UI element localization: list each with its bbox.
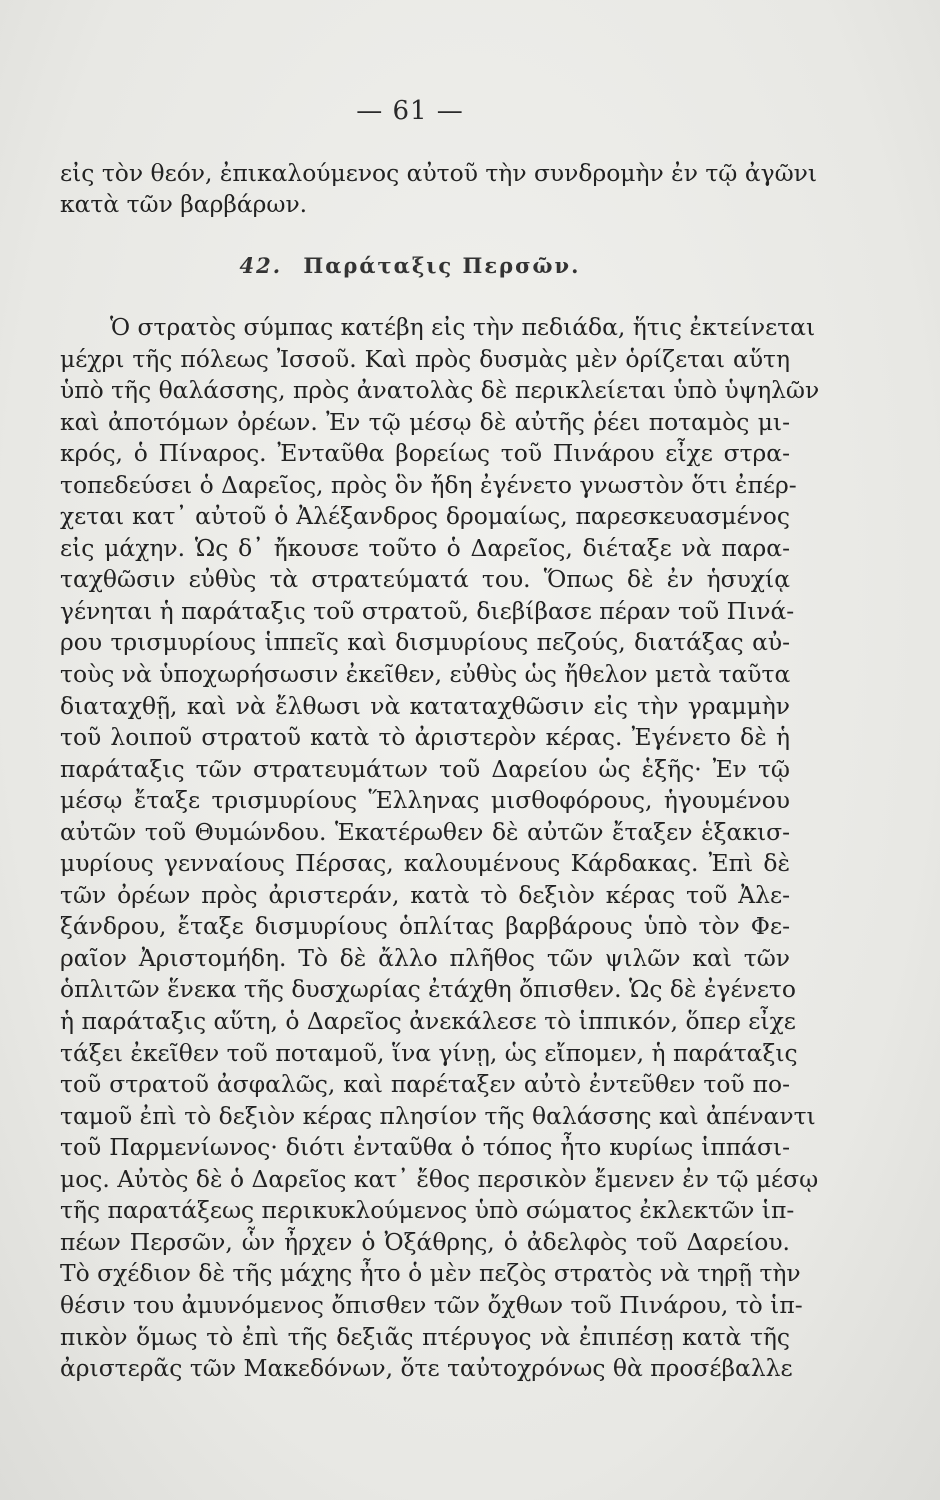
text-line: θέσιν του ἀμυνόμενος ὄπισθεν τῶν ὄχθων τοῦ Πινάρου, τὸ ἱπ- [60, 1290, 803, 1319]
section-number: 42. [239, 253, 283, 278]
text-line: κατὰ τῶν βαρβάρων. [60, 189, 308, 218]
text-line: αὐτῶν τοῦ Θυμώνδου. Ἑκατέρωθεν δὲ αὐτῶν ἔταξεν ἑξακισ- [60, 817, 790, 846]
body-paragraph [60, 312, 820, 1385]
text-line: τῶν ὀρέων πρὸς ἀριστεράν, κατὰ τὸ δεξιὸν κέρας τοῦ Ἀλε- [60, 880, 790, 909]
text-line: ἀριστερᾶς τῶν Μακεδόνων, ὅτε ταὐτοχρόνως θὰ προσέβαλλε [60, 1354, 793, 1383]
text-line: μέσῳ ἔταξε τρισμυρίους Ἕλληνας μισθοφόρους, ἡγουμένου [60, 786, 790, 815]
text-line: τάξει ἐκεῖθεν τοῦ ποταμοῦ, ἵνα γίνῃ, ὡς εἴπομεν, ἡ παράταξις [60, 1038, 798, 1067]
text-line: γένηται ἡ παράταξις τοῦ στρατοῦ, διεβίβασε πέραν τοῦ Πινά- [60, 596, 795, 625]
intro-paragraph [60, 158, 818, 219]
text-line: πικὸν ὅμως τὸ ἐπὶ τῆς δεξιᾶς πτέρυγος νὰ ἐπιπέσῃ κατὰ τῆς [60, 1322, 790, 1351]
text-line: ἡ παράταξις αὕτη, ὁ Δαρεῖος ἀνεκάλεσε τὸ ἱππικόν, ὅπερ εἶχε [60, 1007, 796, 1036]
text-line: τοῦ Παρμενίωνος· διότι ἐνταῦθα ὁ τόπος ἦτο κυρίως ἱππάσι- [60, 1133, 790, 1162]
text-line: χεται κατ᾽ αὐτοῦ ὁ Ἀλέξανδρος δρομαίως, παρεσκευασμένος [60, 502, 790, 531]
text-line: ὁπλιτῶν ἕνεκα τῆς δυσχωρίας ἐτάχθη ὄπισθεν. Ὡς δὲ ἐγένετο [60, 975, 796, 1004]
text-line: Ὁ στρατὸς σύμπας κατέβη εἰς τὴν πεδιάδα, ἥτις ἐκτείνεται [110, 313, 816, 341]
text-line: ταχθῶσιν εὐθὺς τὰ στρατεύματά του. Ὅπως δὲ ἐν ἡσυχίᾳ [60, 565, 790, 594]
text-line: μος. Αὐτὸς δὲ ὁ Δαρεῖος κατ᾽ ἔθος περσικὸν ἔμενεν ἐν τῷ μέσῳ [60, 1164, 819, 1193]
text-line: τοῦ στρατοῦ ἀσφαλῶς, καὶ παρέταξεν αὐτὸ ἐντεῦθεν τοῦ πο- [60, 1070, 790, 1099]
text-line: τοὺς νὰ ὑποχωρήσωσιν ἐκεῖθεν, εὐθὺς ὡς ἤθελον μετὰ ταῦτα [60, 660, 791, 689]
text-line: πέων Περσῶν, ὧν ἦρχεν ὁ Ὀξάθρης, ὁ ἀδελφὸς τοῦ Δαρείου. [60, 1227, 790, 1256]
text-line: μυρίους γενναίους Πέρσας, καλουμένους Κάρδακας. Ἐπὶ δὲ [60, 849, 790, 878]
text-line: παράταξις τῶν στρατευμάτων τοῦ Δαρείου ὡς ἑξῆς· Ἐν τῷ [60, 754, 790, 783]
text-line: ταμοῦ ἐπὶ τὸ δεξιὸν κέρας πλησίον τῆς θαλάσσης καὶ ἀπέναντι [60, 1101, 816, 1130]
text-line: τῆς παρατάξεως περικυκλούμενος ὑπὸ σώματος ἐκλεκτῶν ἱπ- [60, 1196, 795, 1225]
section-heading [0, 253, 820, 278]
text-line: διαταχθῇ, καὶ νὰ ἔλθωσι νὰ καταταχθῶσιν εἰς τὴν γραμμὴν [60, 691, 790, 720]
text-line: τοπεδεύσει ὁ Δαρεῖος, πρὸς ὃν ἤδη ἐγένετο γνωστὸν ὅτι ἐπέρ- [60, 470, 797, 499]
text-line: τοῦ λοιποῦ στρατοῦ κατὰ τὸ ἀριστερὸν κέρας. Ἐγένετο δὲ ἡ [60, 723, 790, 752]
text-line: εἰς τὸν θεόν, ἐπικαλούμενος αὐτοῦ τὴν συνδρομὴν ἐν τῷ ἀγῶνι [60, 159, 818, 187]
text-line: ὑπὸ τῆς θαλάσσης, πρὸς ἀνατολὰς δὲ περικλείεται ὑπὸ ὑψηλῶν [60, 376, 820, 405]
text-line: ξάνδρου, ἔταξε δισμυρίους ὁπλίτας βαρβάρους ὑπὸ τὸν Φε- [60, 912, 790, 941]
text-line: μέχρι τῆς πόλεως Ἰσσοῦ. Καὶ πρὸς δυσμὰς μὲν ὁρίζεται αὕτη [60, 344, 790, 373]
text-line: ρου τρισμυρίους ἱππεῖς καὶ δισμυρίους πεζούς, διατάξας αὐ- [60, 628, 790, 657]
section-title: Παράταξις Περσῶν. [303, 253, 581, 278]
text-line: κρός, ὁ Πίναρος. Ἐνταῦθα βορείως τοῦ Πινάρου εἶχε στρα- [60, 439, 790, 468]
text-line: ραῖον Ἀριστομήδη. Τὸ δὲ ἄλλο πλῆθος τῶν ψιλῶν καὶ τῶν [60, 943, 790, 972]
text-line: Τὸ σχέδιον δὲ τῆς μάχης ἦτο ὁ μὲν πεζὸς στρατὸς νὰ τηρῇ τὴν [60, 1259, 801, 1288]
page-number: — 61 — [356, 96, 464, 126]
text-line: καὶ ἀποτόμων ὀρέων. Ἐν τῷ μέσῳ δὲ αὐτῆς ῥέει ποταμὸς μι- [60, 407, 790, 436]
text-line: εἰς μάχην. Ὡς δ᾽ ἤκουσε τοῦτο ὁ Δαρεῖος, διέταξε νὰ παρα- [60, 533, 790, 562]
